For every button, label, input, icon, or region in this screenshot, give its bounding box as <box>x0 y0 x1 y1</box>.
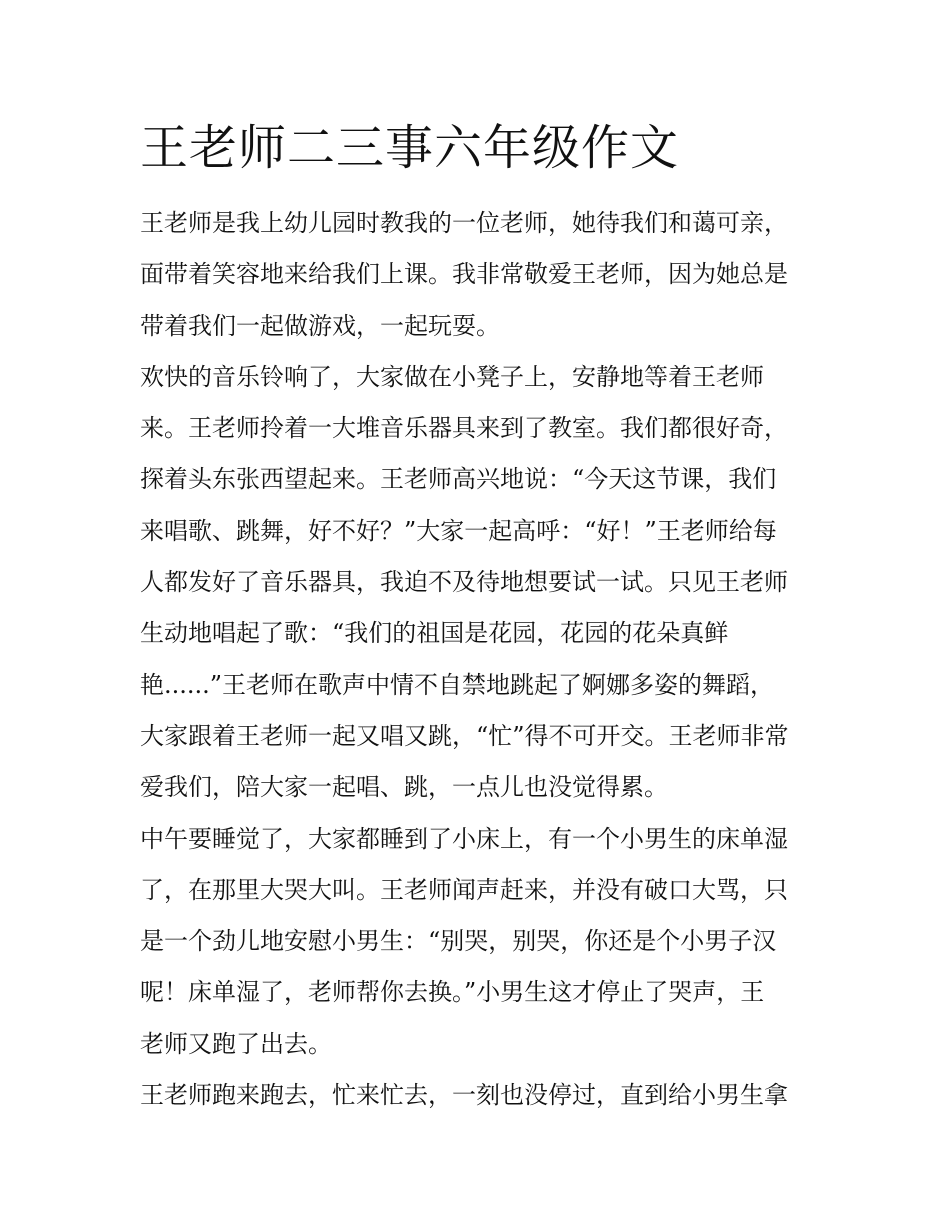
text-line: 带着我们一起做游戏，一起玩耍。 <box>140 311 500 340</box>
document-title: 王老师二三事六年级作文 <box>140 120 680 176</box>
text-line: 是一个劲儿地安慰小男生：“别哭，别哭，你还是个小男子汉 <box>140 927 777 956</box>
text-line: 来唱歌、跳舞，好不好？”大家一起高呼：“好！”王老师给每 <box>140 516 777 545</box>
text-line: 欢快的音乐铃响了，大家做在小凳子上，安静地等着王老师 <box>140 362 764 391</box>
text-line: 艳......”王老师在歌声中情不自禁地跳起了婀娜多姿的舞蹈， <box>140 670 775 699</box>
text-line: 生动地唱起了歌：“我们的祖国是花园，花园的花朵真鲜 <box>140 619 729 648</box>
text-line: 来。王老师拎着一大堆音乐器具来到了教室。我们都很好奇， <box>140 414 788 443</box>
text-line: 大家跟着王老师一起又唱又跳，“忙”得不可开交。王老师非常 <box>140 721 789 750</box>
text-line: 中午要睡觉了，大家都睡到了小床上，有一个小男生的床单湿 <box>140 824 788 853</box>
text-line: 了，在那里大哭大叫。王老师闻声赶来，并没有破口大骂，只 <box>140 875 788 904</box>
text-line: 王老师是我上幼儿园时教我的一位老师，她待我们和蔼可亲， <box>140 209 788 237</box>
text-line: 爱我们，陪大家一起唱、跳，一点儿也没觉得累。 <box>140 773 668 802</box>
text-line: 面带着笑容地来给我们上课。我非常敬爱王老师，因为她总是 <box>140 260 788 289</box>
text-line: 老师又跑了出去。 <box>140 1029 332 1058</box>
text-line: 王老师跑来跑去，忙来忙去，一刻也没停过，直到给小男生拿 <box>140 1081 788 1110</box>
text-line: 呢！床单湿了，老师帮你去换。”小男生这才停止了哭声，王 <box>140 978 765 1007</box>
text-line: 人都发好了音乐器具，我迫不及待地想要试一试。只见王老师 <box>140 568 788 597</box>
document-body <box>140 198 820 1121</box>
text-line: 探着头东张西望起来。王老师高兴地说：“今天这节课，我们 <box>140 465 777 494</box>
